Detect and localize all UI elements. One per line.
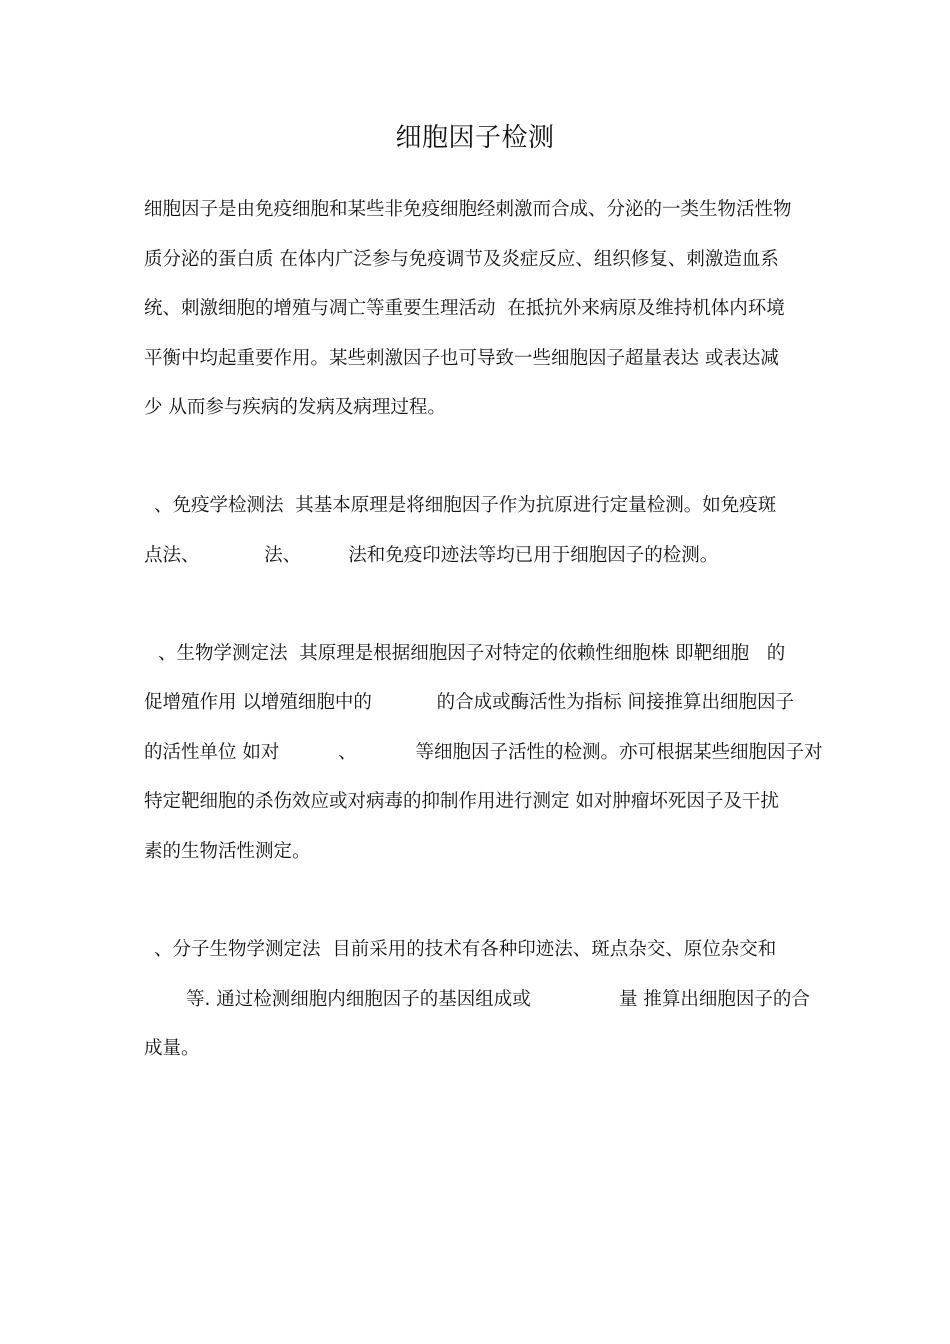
paragraph-4-line-3: 成量。 — [144, 1038, 200, 1059]
paragraph-2-line-1: 、免疫学检测法 其基本原理是将细胞因子作为抗原进行定量检测。如免疫斑 — [154, 495, 777, 516]
paragraph-1-line-4: 平衡中均起重要作用。某些刺激因子也可导致一些细胞因子超量表达 或表达减 — [144, 348, 779, 369]
paragraph-2-line-2: 点法、 法、 法和免疫印迹法等均已用于细胞因子的检测。 — [144, 545, 719, 566]
paragraph-3-line-5: 素的生物活性测定。 — [144, 841, 311, 862]
paragraph-1-line-1: 细胞因子是由免疫细胞和某些非免疫细胞经刺激而合成、分泌的一类生物活性物 — [144, 199, 792, 220]
paragraph-4-line-2: 等. 通过检测细胞内细胞因子的基因组成或 量 推算出细胞因子的合 — [186, 989, 810, 1010]
paragraph-3-line-3: 的活性单位 如对 、 等细胞因子活性的检测。亦可根据某些细胞因子对 — [144, 742, 823, 763]
paragraph-4-line-1: 、分子生物学测定法 目前采用的技术有各种印迹法、斑点杂交、原位杂交和 — [154, 939, 777, 960]
paragraph-3-line-2: 促增殖作用 以增殖细胞中的 的合成或酶活性为指标 间接推算出细胞因子 — [144, 692, 794, 713]
paragraph-1-line-5: 少 从而参与疾病的发病及病理过程。 — [144, 397, 446, 418]
paragraph-3-line-4: 特定靶细胞的杀伤效应或对病毒的抑制作用进行测定 如对肿瘤坏死因子及干扰 — [144, 791, 779, 812]
paragraph-1-line-2: 质分泌的蛋白质 在体内广泛参与免疫调节及炎症反应、组织修复、刺激造血系 — [144, 249, 779, 270]
paragraph-3-line-1: 、生物学测定法 其原理是根据细胞因子对特定的依赖性细胞株 即靶细胞 的 — [158, 643, 786, 664]
paragraph-1-line-3: 统、刺激细胞的增殖与凋亡等重要生理活动 在抵抗外来病原及维持机体内环境 — [144, 298, 785, 319]
document-title: 细胞因子检测 — [395, 123, 555, 153]
